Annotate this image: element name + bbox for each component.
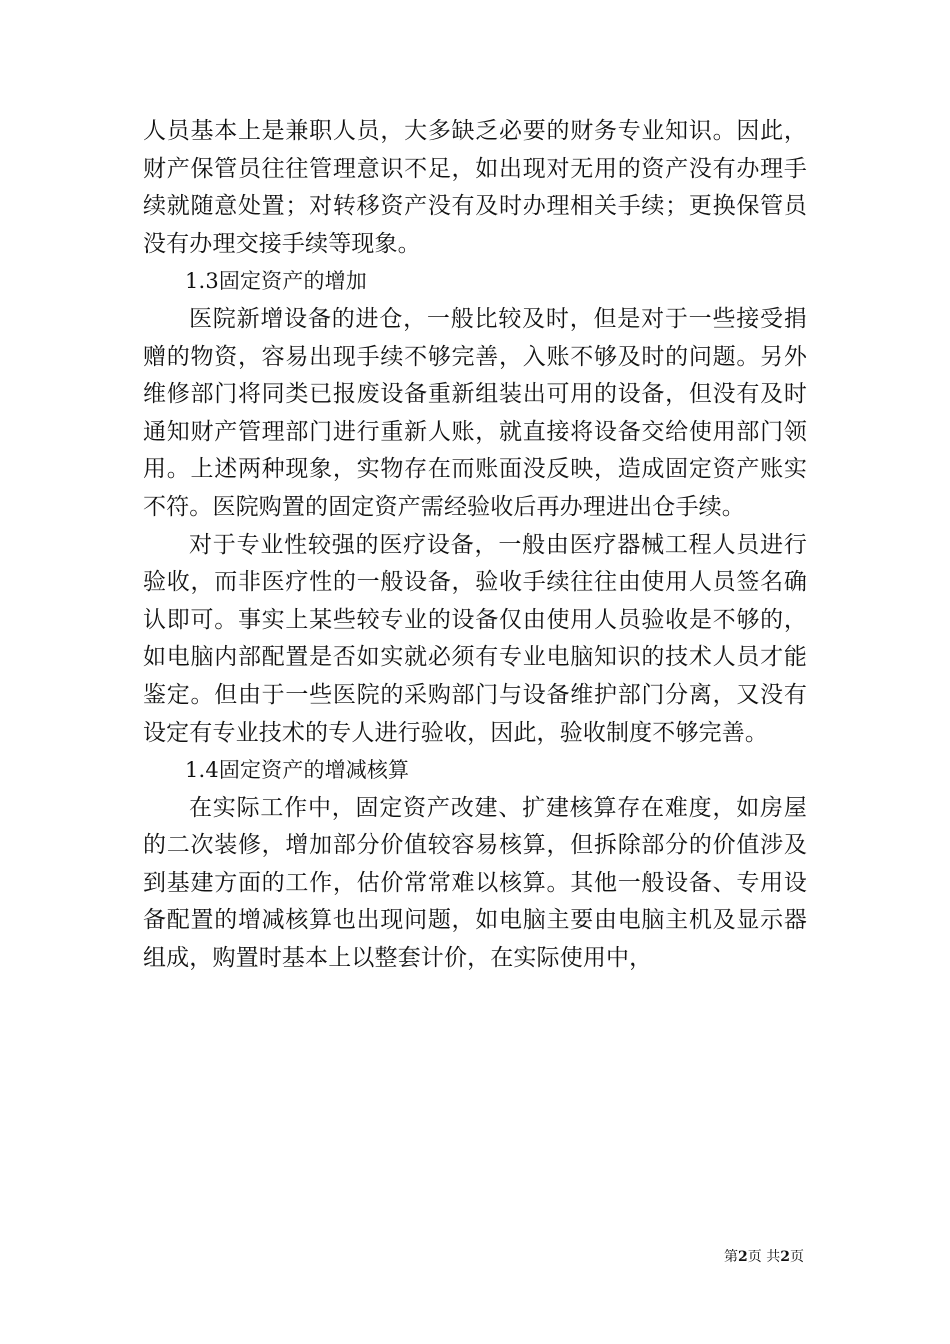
footer-total-pages: 2 <box>780 1249 790 1265</box>
footer-current-page: 2 <box>738 1249 748 1265</box>
section-heading-1-3: 1.3固定资产的增加 <box>185 269 367 294</box>
page-number-footer <box>724 1248 804 1266</box>
footer-prefix: 第 <box>724 1249 739 1265</box>
footer-middle: 页 共 <box>747 1249 781 1265</box>
document-body <box>143 113 807 978</box>
paragraph-accounting: 在实际工作中，固定资产改建、扩建核算存在难度，如房屋的二次装修，增加部分价值较容易核算，但拆除部分的价值涉及到基建方面的工作，估价常常难以核算。其他一般设备、专用设备配置的增减核算也出现问题，如电脑主要由电脑主机及显示器组成，购置时基本上以整套计价，在实际使用中， <box>143 794 807 972</box>
paragraph-asset-increase: 医院新增设备的进仓，一般比较及时，但是对于一些接受捐赠的物资，容易出现手续不够完善，入账不够及时的问题。另外维修部门将同类已报废设备重新组装出可用的设备，但没有及时通知财产管理部门进行重新人账，就直接将设备交给使用部门领用。上述两种现象，实物存在而账面没反映，造成固定资产账实不符。医院购置的固定资产需经验收后再办理进出仓手续。 <box>143 305 807 520</box>
paragraph-acceptance: 对于专业性较强的医疗设备，一般由医疗器械工程人员进行验收，而非医疗性的一般设备，验收手续往往由使用人员签名确认即可。事实上某些较专业的设备仅由使用人员验收是不够的，如电脑内部配置是否如实就必须有专业电脑知识的技术人员才能鉴定。但由于一些医院的采购部门与设备维护部门分离，又没有设定有专业技术的专人进行验收，因此，验收制度不够完善。 <box>143 531 807 746</box>
footer-suffix: 页 <box>790 1249 804 1265</box>
paragraph-continued: 人员基本上是兼职人员，大多缺乏必要的财务专业知识。因此，财产保管员往往管理意识不足，如出现对无用的资产没有办理手续就随意处置；对转移资产没有及时办理相关手续；更换保管员没有办理交接手续等现象。 <box>143 118 807 257</box>
section-heading-1-4: 1.4固定资产的增减核算 <box>185 758 410 783</box>
